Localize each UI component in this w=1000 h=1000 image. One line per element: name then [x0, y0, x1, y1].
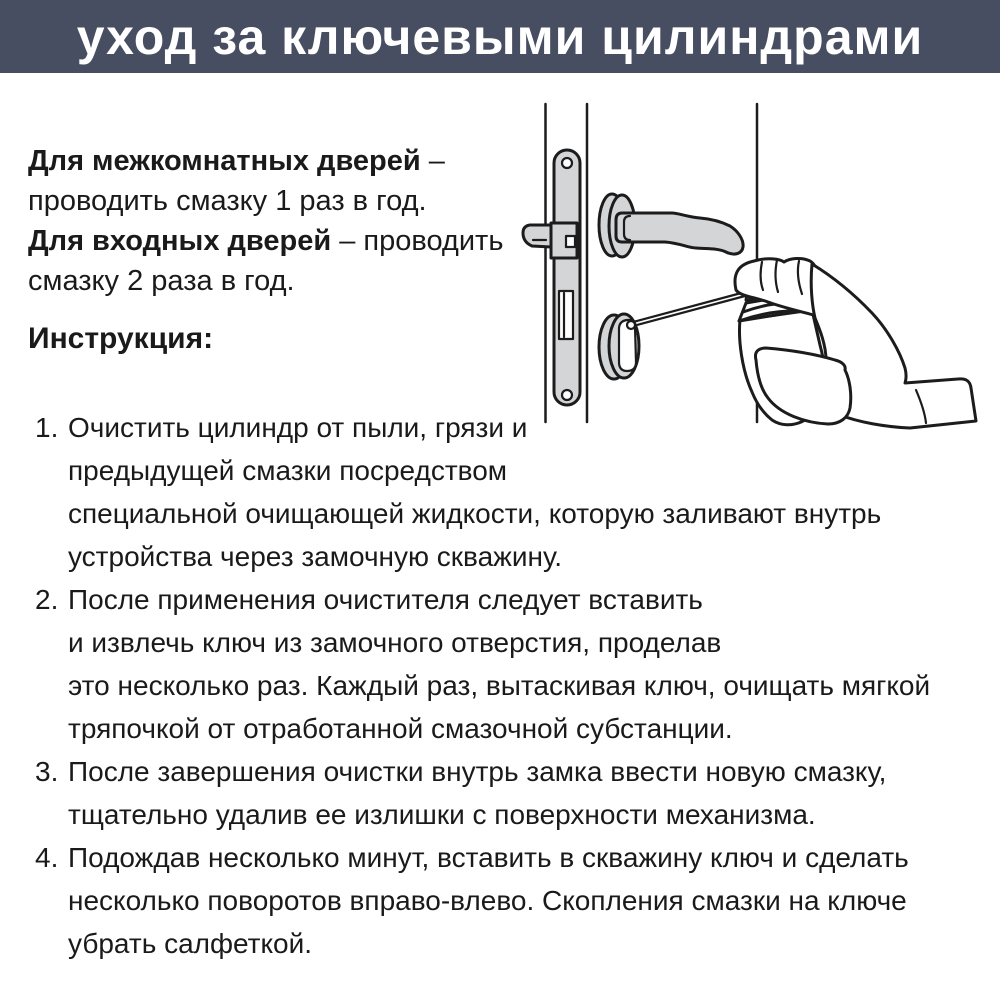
item-line: устройства через замочную скважину.	[68, 541, 562, 572]
item-line: это несколько раз. Каждый раз, вытаскивая ключ, очищать мягкой	[68, 670, 931, 701]
intro-line	[28, 261, 508, 301]
handle-lever	[616, 213, 743, 254]
screw-icon	[562, 158, 572, 168]
item-text	[68, 836, 965, 965]
intro-line	[28, 181, 508, 221]
instruction-item	[35, 836, 965, 965]
instructions-heading: Инструкция:	[28, 322, 214, 355]
intro-regular-segment: смазку 2 раза в год.	[28, 265, 295, 297]
intro-regular-segment: –	[420, 145, 445, 177]
mortise-lock-icon	[523, 150, 580, 405]
intro-regular-segment: – проводить	[331, 225, 504, 257]
item-line: и извлечь ключ из замочного отверстия, проделав	[68, 627, 722, 658]
item-number: 1.	[35, 412, 59, 443]
straw-line	[633, 296, 745, 326]
spray-straw-icon	[627, 292, 745, 329]
item-line: тряпочкой от отработанной смазочной субстанции.	[68, 713, 733, 744]
lock-faceplate	[554, 150, 580, 405]
item-line: несколько поворотов вправо-влево. Скопления смазки на ключе	[68, 885, 907, 916]
door-handle-icon	[599, 194, 743, 257]
item-line: После завершения очистки внутрь замка ввести новую смазку,	[68, 756, 887, 787]
intro-line	[28, 141, 508, 181]
intro-line	[28, 221, 508, 261]
intro-text	[28, 141, 508, 301]
item-text	[68, 578, 965, 750]
page-header	[0, 0, 1000, 73]
straw-tip	[627, 321, 635, 329]
door-lock-illustration	[500, 90, 1000, 435]
screw-icon	[562, 390, 572, 400]
instructions-list	[35, 406, 965, 965]
item-line: специальной очищающей жидкости, которую заливают внутрь	[68, 498, 882, 529]
item-line: Очистить цилиндр от пыли, грязи и	[68, 412, 528, 443]
item-line: предыдущей смазки посредством	[68, 455, 508, 486]
intro-bold-segment: Для входных дверей	[28, 225, 332, 257]
intro-bold-segment: Для межкомнатных дверей	[28, 145, 421, 177]
item-number: 4.	[35, 842, 59, 873]
faceplate-keyhole-slot	[559, 291, 573, 339]
item-number: 3.	[35, 756, 59, 787]
item-line: Подождав несколько минут, вставить в скважину ключ и сделать	[68, 842, 909, 873]
instruction-item	[35, 750, 965, 836]
item-text	[68, 750, 965, 836]
intro-regular-segment: проводить смазку 1 раз в год.	[28, 185, 427, 217]
lock-body-notch	[566, 236, 575, 247]
latch-bolt	[523, 225, 551, 247]
item-line: тщательно удалив ее излишки с поверхности механизма.	[68, 799, 816, 830]
straw-line	[633, 292, 745, 322]
item-number: 2.	[35, 584, 59, 615]
instruction-item	[35, 578, 965, 750]
item-line: убрать салфеткой.	[68, 928, 313, 959]
door-lock-lubrication-illustration	[500, 90, 1000, 435]
page-title: уход за ключевыми цилиндрами	[76, 8, 924, 65]
item-line: После применения очистителя следует вставить	[68, 584, 703, 615]
